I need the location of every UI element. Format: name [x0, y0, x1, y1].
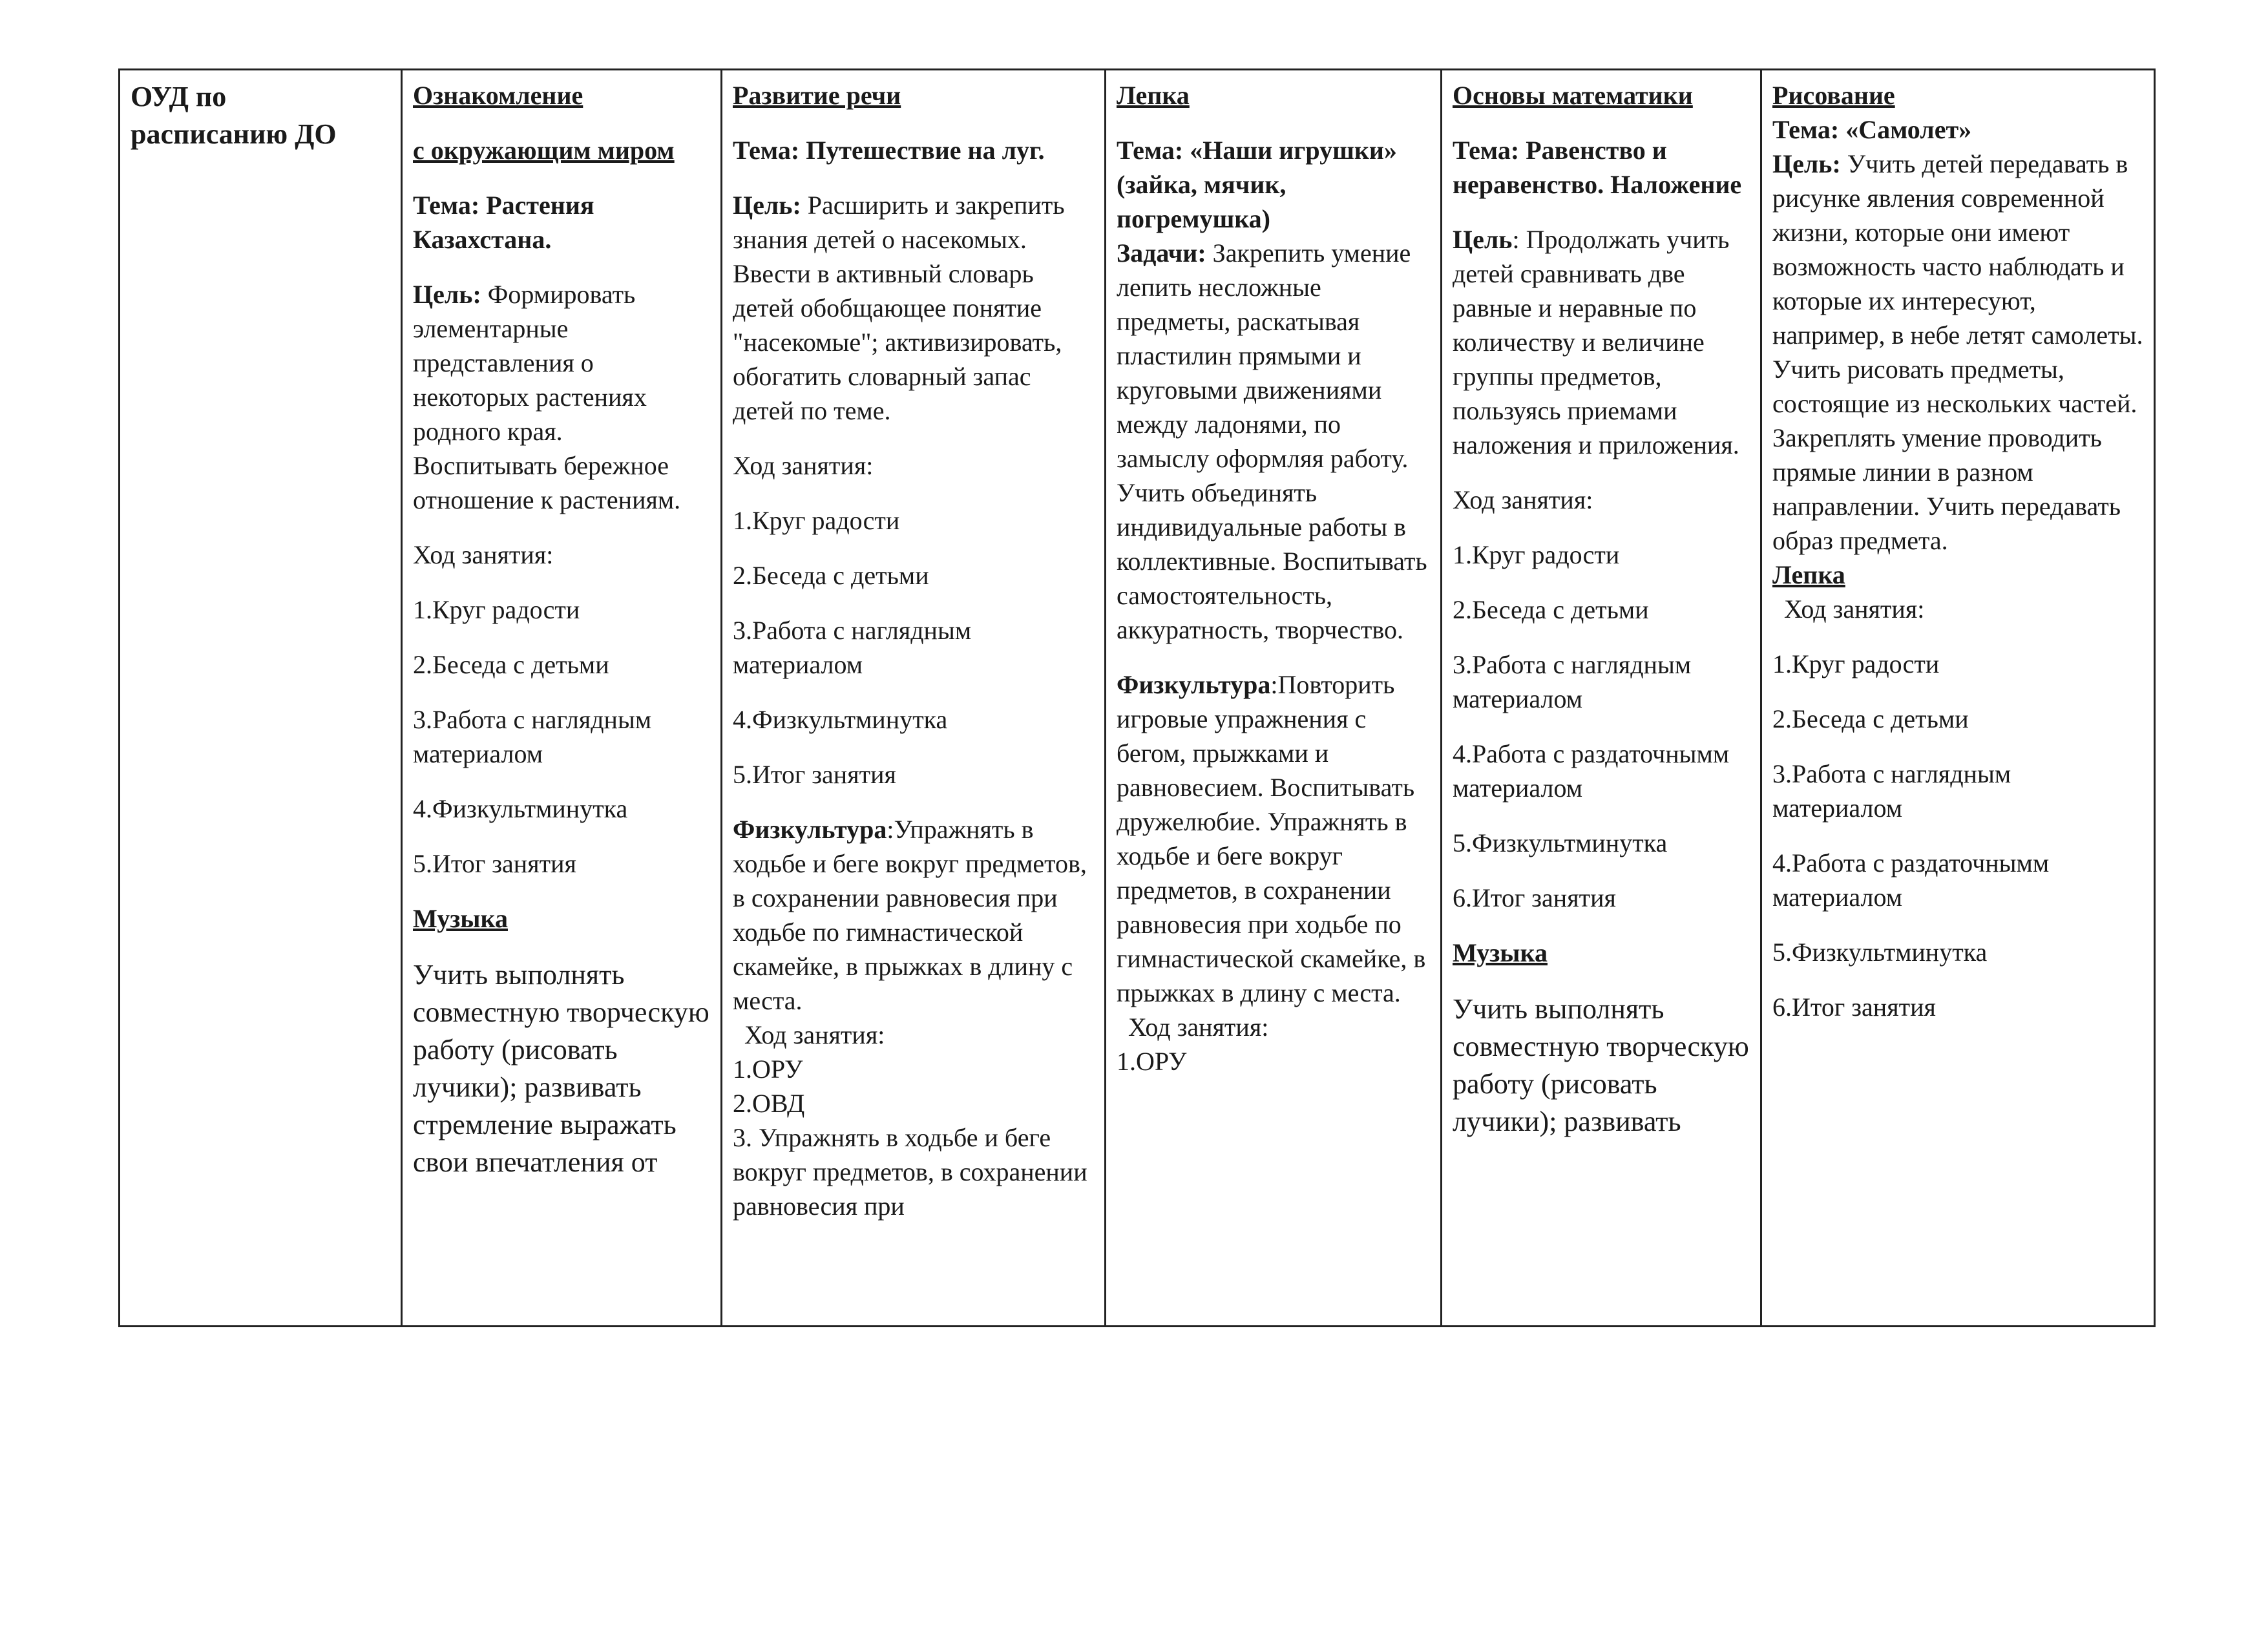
- tasks: Задачи: Закрепить умение лепить несложные предметы, раскатывая пластилин прямыми и круговыми движениями между ладонями, по замыслу оформляя работу. Учить объединять индивидуальные работы в коллективные. Воспитывать самостоятельность, аккуратность, творчество.: [1117, 238, 1427, 644]
- topic: Тема: Путешествие на луг.: [733, 136, 1045, 165]
- music-heading: Музыка: [1453, 938, 1548, 967]
- list-item: 1.Круг радости: [733, 506, 900, 535]
- music-text: Учить выполнять совместную творческую работу (рисовать лучики); развивать: [1453, 993, 1749, 1137]
- subject-heading: Ознакомление: [413, 81, 583, 110]
- list-item: 1.Круг радости: [1453, 540, 1620, 569]
- goal: Цель: Формировать элементарные представления о некоторых растениях родного края. Воспитывать бережное отношение к растениям.: [413, 280, 681, 514]
- subject-heading: Лепка: [1117, 81, 1190, 110]
- list-item: 3.Работа с наглядным материалом: [733, 616, 972, 679]
- subject-subheading: Лепка: [1772, 560, 1845, 589]
- subject-heading: Развитие речи: [733, 81, 901, 110]
- topic: Тема: Равенство и неравенство. Наложение: [1453, 136, 1742, 199]
- column-math: [1442, 70, 1761, 1327]
- list-item: 5.Итог занятия: [413, 849, 576, 878]
- topic: Тема: Растения Казахстана.: [413, 191, 594, 254]
- lesson-progress-label: Ход занятия:: [1453, 485, 1593, 514]
- column-surroundings: [402, 70, 722, 1327]
- list-item: 2.Беседа с детьми: [413, 650, 609, 679]
- subject-heading: Основы математики: [1453, 81, 1693, 110]
- lesson-progress-label: Ход занятия:: [744, 1020, 885, 1049]
- list-item: 4.Работа с раздаточнымм материалом: [1772, 848, 2050, 912]
- music-heading: Музыка: [413, 904, 508, 933]
- list-item: 4.Физкультминутка: [413, 794, 628, 823]
- list-item: 2.Беседа с детьми: [1772, 704, 1969, 733]
- table-row: [120, 70, 2155, 1327]
- lesson-plan-table: [118, 68, 2156, 1327]
- column-modeling: [1106, 70, 1442, 1327]
- goal: Цель: Расширить и закрепить знания детей о насекомых. Ввести в активный словарь детей обобщающее понятие "насекомые"; активизировать, обогатить словарный запас детей по теме.: [733, 191, 1065, 425]
- lesson-progress-label: Ход занятия:: [1784, 594, 1925, 624]
- list-item: 5.Итог занятия: [733, 760, 896, 789]
- topic: Тема: «Самолет»: [1772, 115, 1972, 144]
- goal: Цель: Продолжать учить детей сравнивать две равные и неравные по количеству и величине группы предметов, пользуясь приемами наложения и приложения.: [1453, 225, 1739, 459]
- physical-education: Физкультура:Упражнять в ходьбе и беге вокруг предметов, в сохранении равновесия при ходьбе по гимнастической скамейке, в прыжках в длину с места.: [733, 815, 1087, 1015]
- music-text: Учить выполнять совместную творческую работу (рисовать лучики); развивать стремление выражать свои впечатления от: [413, 959, 709, 1178]
- list-item: 2.ОВД: [733, 1089, 805, 1118]
- list-item: 1.ОРУ: [1117, 1047, 1187, 1076]
- list-item: 1.Круг радости: [413, 595, 580, 624]
- list-item: 3.Работа с наглядным материалом: [1772, 759, 2011, 823]
- list-item: 5.Физкультминутка: [1772, 938, 1988, 967]
- subject-heading: Рисование: [1772, 81, 1895, 110]
- lesson-progress-label: Ход занятия:: [413, 540, 554, 569]
- list-item: 6.Итог занятия: [1772, 993, 1936, 1022]
- list-item: 2.Беседа с детьми: [1453, 595, 1649, 624]
- list-item: 5.Физкультминутка: [1453, 828, 1668, 857]
- list-item: 4.Физкультминутка: [733, 705, 948, 734]
- subject-subheading: с окружающим миром: [413, 136, 675, 165]
- list-item: 6.Итог занятия: [1453, 883, 1616, 912]
- topic: Тема: «Наши игрушки» (зайка, мячик, погремушка): [1117, 136, 1397, 233]
- row-label: ОУД по расписанию ДО: [131, 81, 337, 150]
- lesson-progress-label: Ход занятия:: [1128, 1013, 1269, 1042]
- goal: Цель: Учить детей передавать в рисунке явления современной жизни, которые они имеют возможность часто наблюдать и которые их интересуют, например, в небе летят самолеты. Учить рисовать предметы, состоящие из нескольких частей. Закреплять умение проводить прямые линии в разном направлении. Учить передавать образ предмета.: [1772, 149, 2143, 555]
- list-item: 1.ОРУ: [733, 1055, 803, 1084]
- column-speech: [722, 70, 1106, 1327]
- column-drawing: [1761, 70, 2155, 1327]
- row-label-cell: [120, 70, 402, 1327]
- list-item: 3.Работа с наглядным материалом: [413, 705, 652, 768]
- list-item: 3. Упражнять в ходьбе и беге вокруг предметов, в сохранении равновесия при: [733, 1123, 1087, 1221]
- list-item: 3.Работа с наглядным материалом: [1453, 650, 1692, 713]
- lesson-progress-label: Ход занятия:: [733, 451, 874, 480]
- physical-education: Физкультура:Повторить игровые упражнения с бегом, прыжками и равновесием. Воспитывать дружелюбие. Упражнять в ходьбе и беге вокруг предметов, в сохранении равновесия при ходьбе по гимнастической скамейке, в прыжках в длину с места.: [1117, 670, 1426, 1007]
- list-item: 4.Работа с раздаточнымм материалом: [1453, 739, 1730, 803]
- list-item: 1.Круг радости: [1772, 649, 1940, 678]
- list-item: 2.Беседа с детьми: [733, 561, 929, 590]
